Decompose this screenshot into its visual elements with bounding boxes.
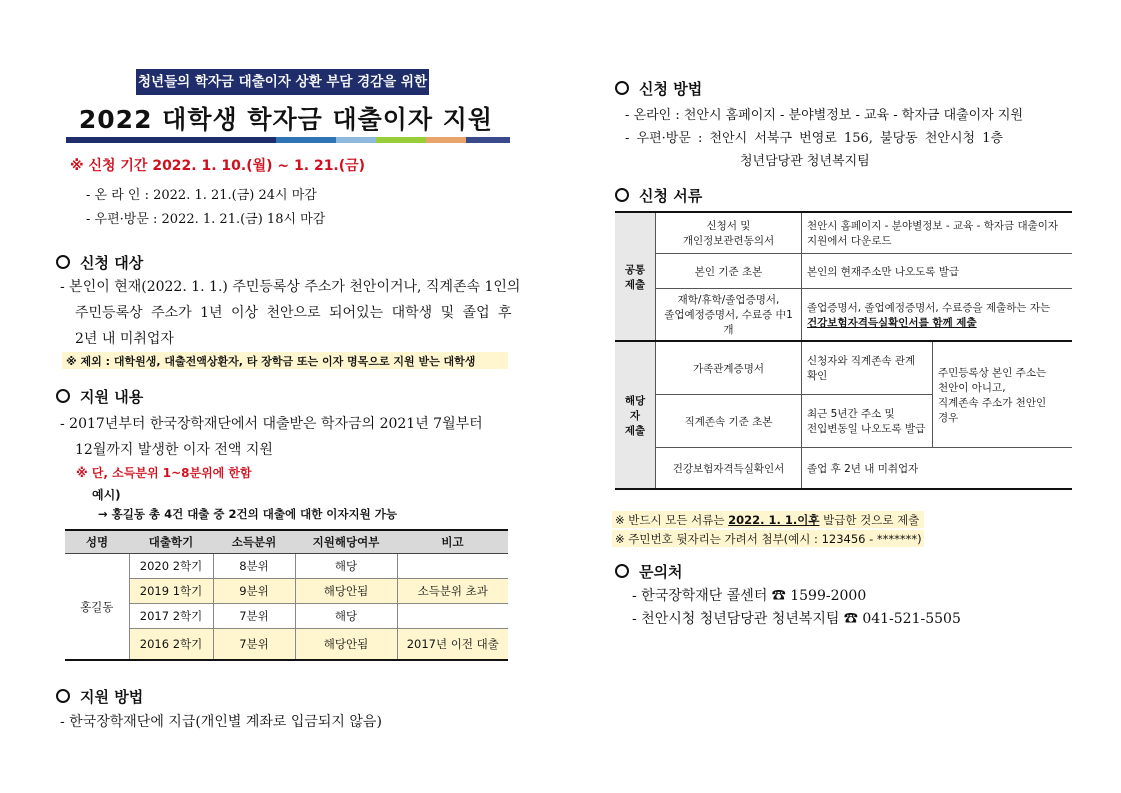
- table-row: [65, 629, 508, 661]
- table-cell: 7분위: [213, 604, 295, 629]
- circle-bullet-icon: [56, 389, 70, 403]
- eligibility-heading: [56, 252, 143, 273]
- documents-note1: [615, 512, 919, 528]
- support-note: ※ 단, 소득분위 1~8분위에 한함: [76, 466, 252, 480]
- color-bar: [66, 137, 510, 143]
- doc-desc: [802, 289, 1073, 342]
- contact-heading: [615, 561, 682, 582]
- table-header: 비고: [397, 530, 508, 554]
- eligibility-heading-text: 신청 대상: [80, 254, 144, 272]
- table-header: 소득분위: [213, 530, 295, 554]
- color-bar-segment: [426, 137, 466, 143]
- doc-name: 신청서 및 개인정보관련동의서: [656, 212, 802, 254]
- table-cell: 7분위: [213, 629, 295, 661]
- table-cell: 2019 1학기: [129, 579, 213, 604]
- table-row: [615, 448, 1072, 490]
- doc-desc-line: 졸업증명서, 졸업예정증명서, 수료증을 제출하는 자는: [807, 301, 1051, 314]
- doc-desc: 본인의 현재주소만 나오도록 발급: [802, 254, 1073, 289]
- table-cell: 2017년 이전 대출: [397, 629, 508, 661]
- table-cell: 2017 2학기: [129, 604, 213, 629]
- example-desc: → 홍길동 총 4건 대출 중 2건의 대출에 대한 이자지원 가능: [98, 507, 397, 521]
- support-heading: [56, 386, 143, 407]
- documents-note2: ※ 주민번호 뒷자리는 가려서 첨부(예시 : 123456 - *******): [615, 532, 922, 546]
- eligibility-line3: 2년 내 미취업자: [75, 331, 174, 347]
- apply-heading: [615, 78, 702, 99]
- color-bar-segment: [466, 137, 510, 143]
- table-header: 대출학기: [129, 530, 213, 554]
- table-header: 지원해당여부: [295, 530, 397, 554]
- apply-heading-text: 신청 방법: [639, 80, 703, 98]
- period-title: ※ 신청 기간 2022. 1. 10.(월) ~ 1. 21.(금): [70, 158, 366, 174]
- method-heading-text: 지원 방법: [80, 688, 144, 706]
- table-row: [65, 554, 508, 579]
- doc-desc: 졸업 후 2년 내 미취업자: [802, 448, 1073, 490]
- eligibility-line1: - 본인이 현재(2022. 1. 1.) 주민등록상 주소가 천안이거나, 직계존속 1인의: [60, 279, 521, 295]
- table-cell: 해당안됨: [295, 579, 397, 604]
- table-row: [615, 289, 1072, 342]
- circle-bullet-icon: [615, 81, 629, 95]
- table-cell: 해당: [295, 554, 397, 579]
- eligibility-line2: 주민등록상 주소가 1년 이상 천안으로 되어있는 대학생 및 졸업 후: [75, 305, 512, 321]
- contact-heading-text: 문의처: [639, 563, 683, 581]
- table-row: [65, 579, 508, 604]
- table-cell: 소득분위 초과: [397, 579, 508, 604]
- doc-name: 건강보험자격득실확인서: [656, 448, 802, 490]
- table-cell: 9분위: [213, 579, 295, 604]
- period-online: - 온 라 인 : 2022. 1. 21.(금) 24시 마감: [86, 188, 317, 203]
- note1-text-end: 발급한 것으로 제출: [819, 513, 920, 527]
- circle-bullet-icon: [615, 188, 629, 202]
- color-bar-segment: [376, 137, 426, 143]
- example-table: [65, 529, 508, 661]
- color-bar-segment: [276, 137, 336, 143]
- circle-bullet-icon: [615, 564, 629, 578]
- table-cell-name: 홍길동: [65, 554, 129, 661]
- support-line1: - 2017년부터 한국장학재단에서 대출받은 학자금의 2021년 7월부터: [60, 416, 483, 432]
- circle-bullet-icon: [56, 255, 70, 269]
- apply-online: - 온라인 : 천안시 홈페이지 - 분야별정보 - 교육 - 학자금 대출이자 지원: [625, 108, 1024, 123]
- table-row: [65, 604, 508, 629]
- documents-table: [615, 211, 1072, 490]
- doc-desc: 신청자와 직계존속 관계 확인: [802, 341, 933, 395]
- doc-name: 직계존속 기준 초본: [656, 395, 802, 448]
- table-cell: 8분위: [213, 554, 295, 579]
- table-row: [615, 254, 1072, 289]
- color-bar-segment: [336, 137, 376, 143]
- doc-desc: 천안시 홈페이지 - 분야별정보 - 교육 - 학자금 대출이자 지원에서 다운로드: [802, 212, 1073, 254]
- exclusion-note: ※ 제외 : 대학원생, 대출전액상환자, 타 장학금 또는 이자 명목으로 지원 받는 대학생: [66, 355, 476, 368]
- table-cell: 해당안됨: [295, 629, 397, 661]
- support-line2: 12월까지 발생한 이자 전액 지원: [75, 442, 273, 458]
- documents-heading: [615, 185, 702, 206]
- category-common: 공통 제출: [615, 212, 656, 341]
- doc-name: 가족관계증명서: [656, 341, 802, 395]
- method-heading: [56, 686, 143, 707]
- doc-desc-emphasis: 건강보험자격득실확인서를 함께 제출: [807, 316, 977, 329]
- documents-heading-text: 신청 서류: [639, 187, 703, 205]
- table-cell: 2016 2학기: [129, 629, 213, 661]
- table-row: [615, 212, 1072, 254]
- page-title: 2022 대학생 학자금 대출이자 지원: [78, 105, 494, 134]
- color-bar-segment: [66, 137, 276, 143]
- method-line1: - 한국장학재단에 지급(개인별 계좌로 입금되지 않음): [60, 714, 382, 730]
- period-visit: - 우편·방문 : 2022. 1. 21.(금) 18시 마감: [86, 212, 326, 227]
- table-cell: 해당: [295, 604, 397, 629]
- contact-line1: - 한국장학재단 콜센터 ☎ 1599-2000: [632, 588, 867, 604]
- doc-name: 본인 기준 초본: [656, 254, 802, 289]
- doc-desc: 최근 5년간 주소 및 전입변동일 나오도록 발급: [802, 395, 933, 448]
- header-banner: 청년들의 학자금 대출이자 상환 부담 경감을 위한: [136, 69, 429, 95]
- table-cell: [397, 554, 508, 579]
- note1-date: 2022. 1. 1.이후: [728, 513, 820, 527]
- doc-name: 재학/휴학/졸업증명서, 졸업예정증명서, 수료증 中1개: [656, 289, 802, 342]
- circle-bullet-icon: [56, 689, 70, 703]
- table-header: 성명: [65, 530, 129, 554]
- table-cell: 2020 2학기: [129, 554, 213, 579]
- contact-line2: - 천안시청 청년담당관 청년복지팀 ☎ 041-521-5505: [632, 611, 961, 627]
- apply-visit2: 청년담당관 청년복지팀: [740, 154, 870, 169]
- table-row: [615, 341, 1072, 395]
- doc-condition: 주민등록상 본인 주소는 천안이 아니고, 직계존속 주소가 천안인 경우: [933, 341, 1073, 448]
- note1-text: ※ 반드시 모든 서류는: [615, 513, 729, 527]
- category-applicable: 해당자 제출: [615, 341, 656, 489]
- table-cell: [397, 604, 508, 629]
- example-label: 예시): [92, 488, 121, 502]
- support-heading-text: 지원 내용: [80, 388, 144, 406]
- apply-visit1: - 우편·방문 : 천안시 서북구 번영로 156, 불당동 천안시청 1층: [625, 131, 1004, 146]
